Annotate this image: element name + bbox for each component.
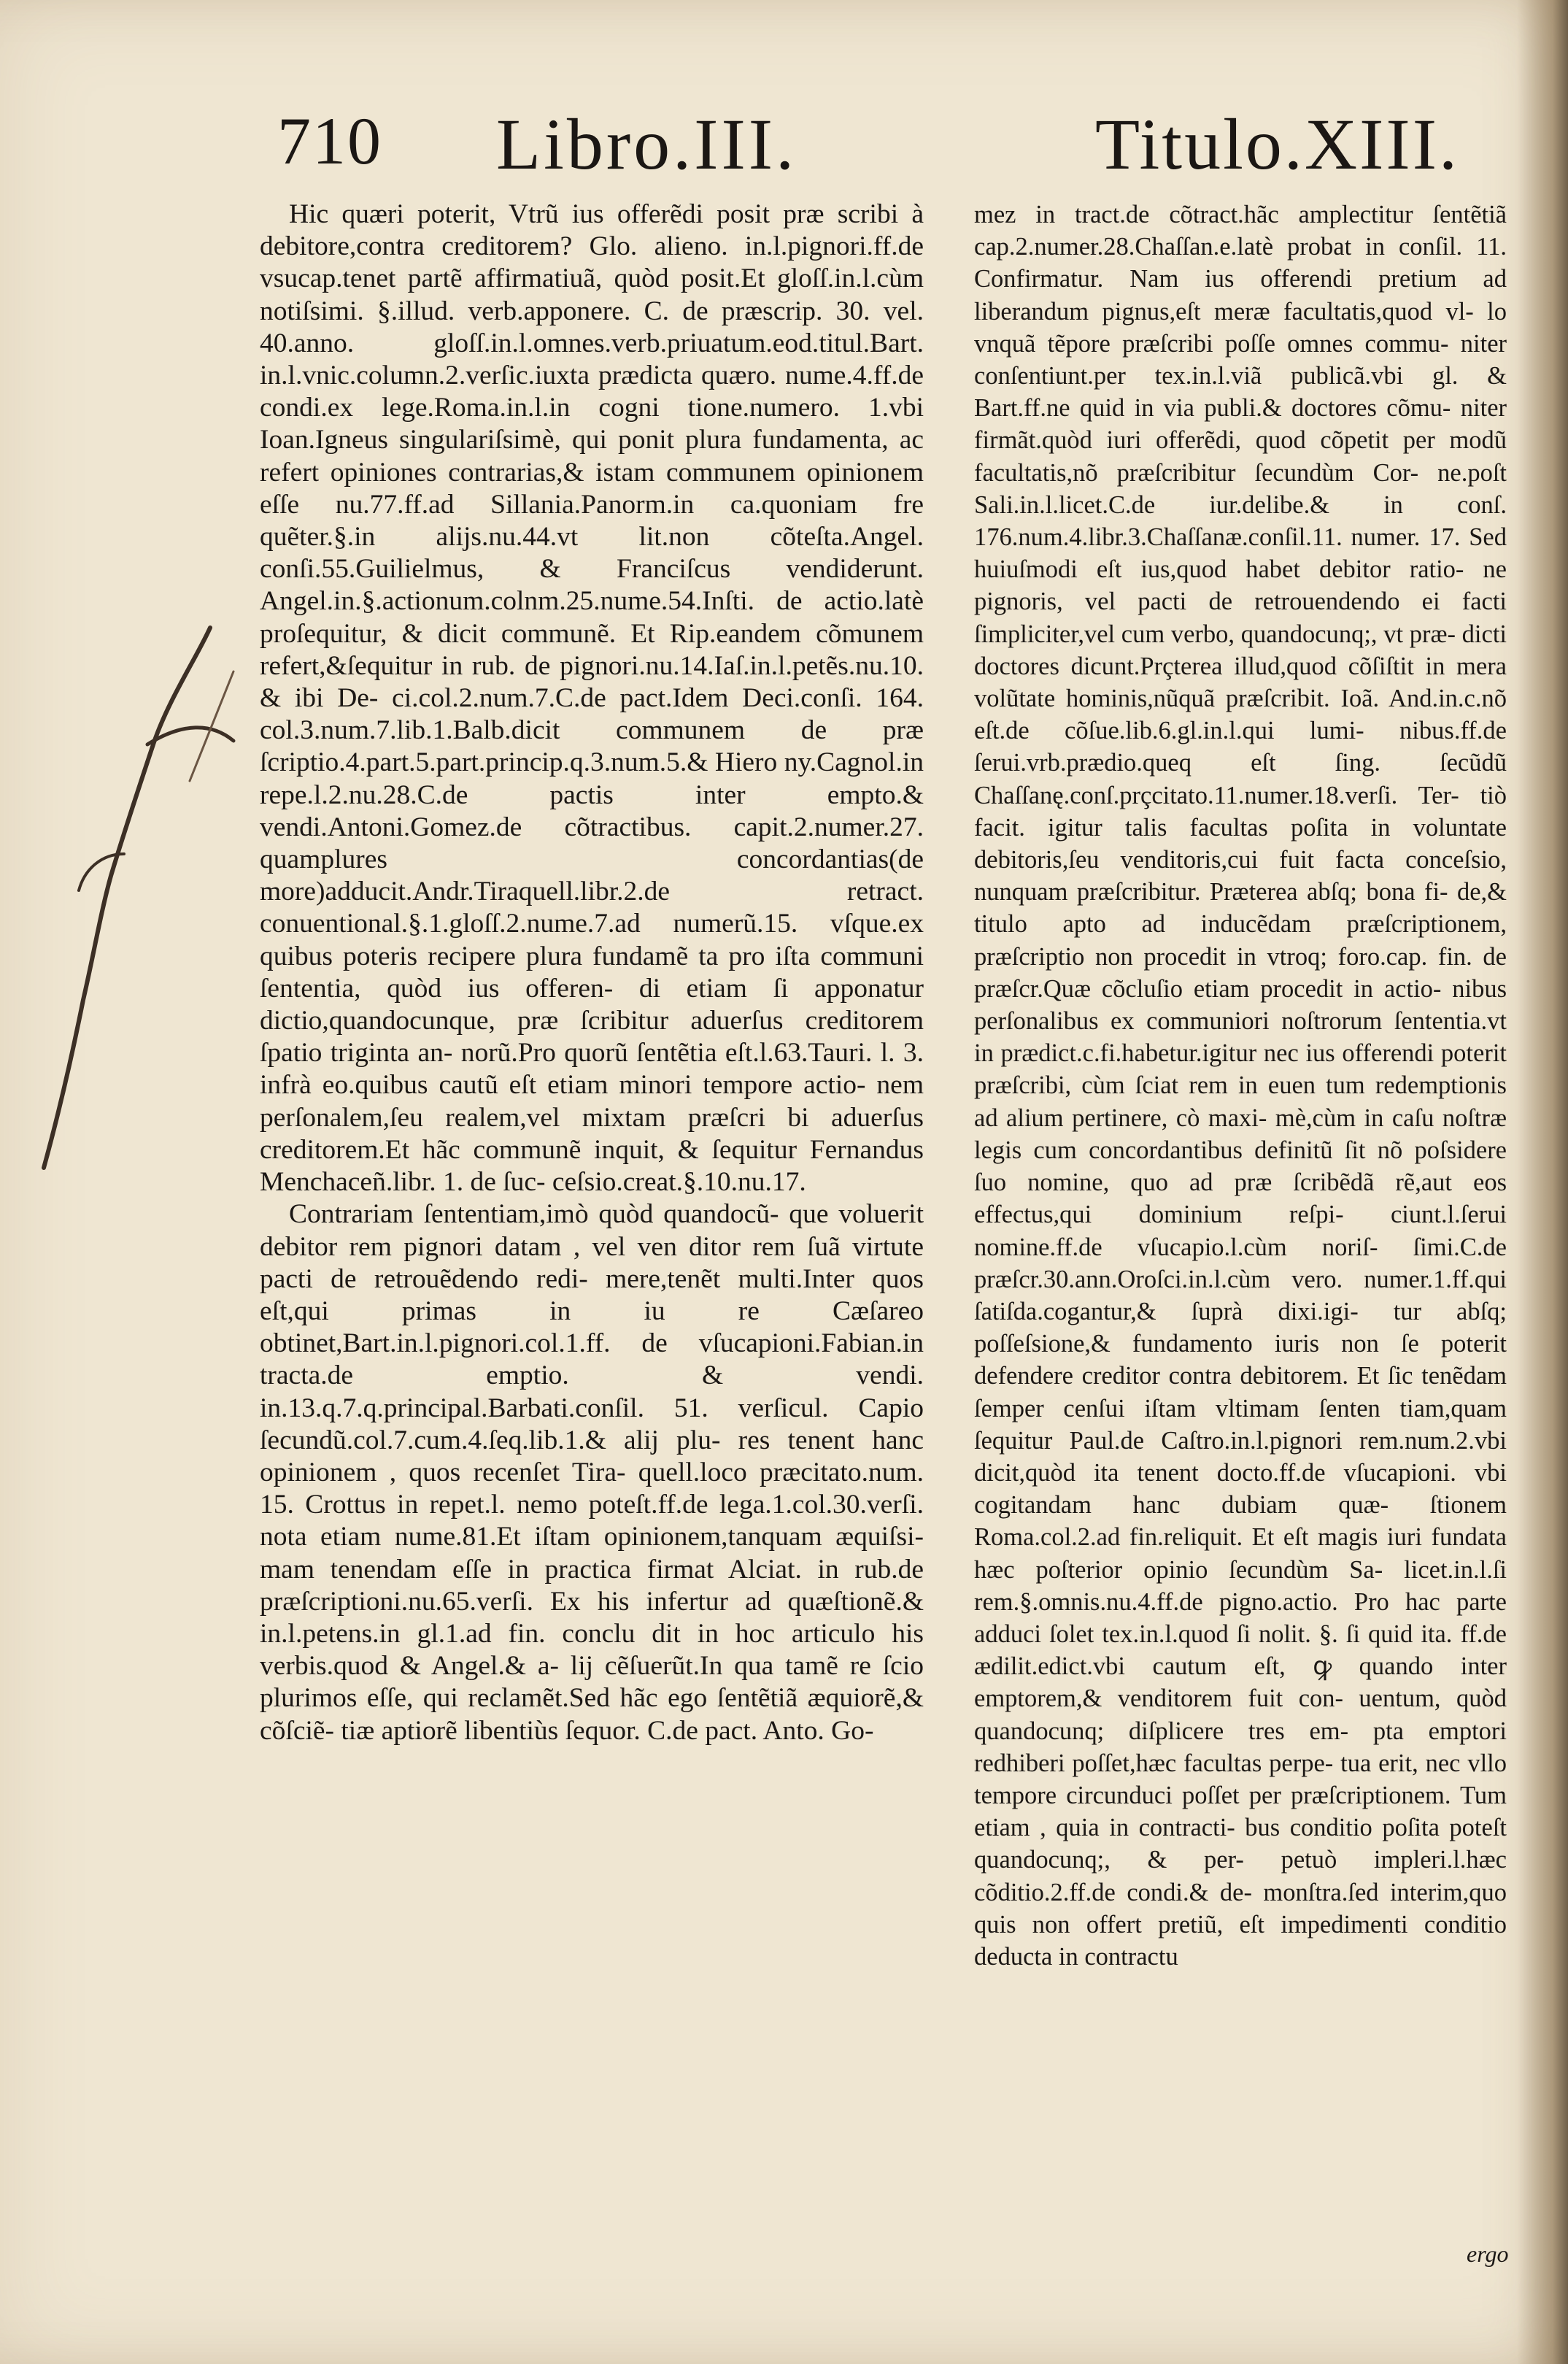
catchword: ergo — [1467, 2241, 1509, 2267]
left-text-column — [260, 199, 924, 2242]
book-heading: Libro.III. — [496, 104, 797, 185]
title-heading: Titulo.XIII. — [1094, 104, 1459, 185]
page-number: 710 — [277, 104, 382, 178]
paragraph: Hic quæri poterit, Vtrũ ius offerẽdi posit præ scribi à debitore,contra creditorem? Glo. alieno. in.l.pignori.ff.de vsucap.tenet partẽ affirmatiuã, quòd posit.Et gloſſ.in.l.cùm notiſsimi. §.illud. verb.apponere. C. de præscrip. 30. vel. 40.anno. gloſſ.in.l.omnes.verb.priuatum.eod.titul.Bart. in.l.vnic.column.2.verſic.iuxta prædicta quæro. nume.4.ff.de condi.ex lege.Roma.in.l.in cogni tione.numero. 1.vbi Ioan.Igneus singulariſsimè, qui ponit plura fundamenta, ac refert opiniones contrarias,& istam communem opinionem eſſe nu.77.ff.ad Sillania.Panorm.in ca.quoniam fre quẽter.§.in alijs.nu.44.vt lit.non cõteſta.Angel. conſi.55.Guilielmus, & Franciſcus vendiderunt. Angel.in.§.actionum.colnm.25.nume.54.Inſti. de actio.latè proſequitur, & dicit communẽ. Et Rip.eandem cõmunem refert,&ſequitur in rub. de pignori.nu.14.Iaſ.in.l.petẽs.nu.10. & ibi De- ci.col.2.num.7.C.de pact.Idem Deci.conſi. 164. col.3.num.7.lib.1.Balb.dicit communem de præ ſcriptio.4.part.5.part.princip.q.3.num.5.& Hiero ny.Cagnol.in repe.l.2.nu.28.C.de pactis inter empto.& vendi.Antoni.Gomez.de cõtractibus. capit.2.numer.27. quamplures concordantias(de more)adducit.Andr.Tiraquell.libr.2.de retract. conuentional.§.1.gloſſ.2.nume.7.ad numerũ.15. vſque.ex quibus poteris recipere plura fundamẽ ta pro iſta communi ſententia, quòd ius offeren- di etiam ſi apponatur dictio,quandocunque, præ ſcribitur aduerſus creditorem ſpatio triginta an- norũ.Pro quorũ ſentẽtia eſt.l.63.Tauri. l. 3. infrà eo.quibus cautũ eſt etiam minori tempore actio- nem perſonalem,ſeu realem,vel mixtam præſcri bi aduerſus creditorem.Et hãc communẽ inquit, & ſequitur Fernandus Menchaceñ.libr. 1. de ſuc- ceſsio.creat.§.10.nu.17. — [260, 199, 924, 1198]
page-gutter-shadow — [1517, 0, 1568, 2364]
handwritten-margin-mark — [15, 613, 255, 1182]
paragraph: mez in tract.de cõtract.hãc amplectitur ſentẽtiã cap.2.numer.28.Chaſſan.e.latè probat in conſil. 11. Confirmatur. Nam ius offerendi pretium ad liberandum pignus,eſt meræ facultatis,quod vl- lo vnquã tẽpore præſcribi poſſe omnes commu- niter conſentiunt.per tex.in.l.viã publicã.vbi gl. & Bart.ff.ne quid in via publi.& doctores cõmu- niter firmãt.quòd iuri offerẽdi, quod cõpetit per modũ facultatis,nõ præſcribitur ſecundùm Cor- ne.poſt Sali.in.l.licet.C.de iur.delibe.& in conſ. 176.num.4.libr.3.Chaſſanæ.conſil.11. numer. 17. Sed huiuſmodi eſt ius,quod habet debitor ratio- ne pignoris, vel pacti de retrouendendo ei facti ſimpliciter,vel cum verbo, quandocunq;, vt præ- dicti doctores dicunt.Prçterea illud,quod cõſiſtit in mera volũtate hominis,nũquã præſcribit. Ioã. And.in.c.nõ eſt.de cõſue.lib.6.gl.in.l.qui lumi- nibus.ff.de ſerui.vrb.prædio.queq eſt ſing. ſecũdũ Chaſſanę.conſ.prçcitato.11.numer.18.verſi. Ter- tiò facit. igitur talis facultas poſita in voluntate debitoris,ſeu venditoris,cui fuit facta conceſsio, nunquam præſcribitur. Præterea abſq; bona fi- de,& titulo apto ad inducẽdam præſcriptionem, præſcriptio non procedit in vtroq; foro.cap. fin. de præſcr.Quæ cõcluſio etiam procedit in actio- nibus perſonalibus ex communiori noſtrorum ſententia.vt in prædict.c.fi.habetur.igitur nec ius offerendi poterit præſcribi, cùm ſciat rem in euen tum redemptionis ad alium pertinere, cò maxi- mè,cùm in caſu noſtræ legis cum concordantibus definitũ ſit nõ poſsidere ſuo nomine, quo ad præ ſcribẽdã rẽ,aut eos effectus,qui dominium reſpi- ciunt.l.ſerui nomine.ff.de vſucapio.l.cùm noriſ- ſimi.C.de præſcr.30.ann.Oroſci.in.l.cùm vero. numer.1.ff.qui ſatiſda.cogantur,& ſuprà dixi.igi- tur abſq; poſſeſsione,& fundamento iuris non ſe poterit defendere creditor contra debitorem. Et ſic tenẽdam ſemper cenſui iſtam vltimam ſenten tiam,quam ſequitur Paul.de Caſtro.in.l.pignori rem.num.2.vbi dicit,quòd ita tenent docto.ff.de vſucapioni. vbi cogitandam hanc dubiam quæ- ſtionem Roma.col.2.ad fin.reliquit. Et eſt magis iuri fundata hæc poſterior opinio ſecundùm Sa- licet.in.l.ſi rem.§.omnis.nu.4.ff.de pigno.actio. Pro hac parte adduci ſolet tex.in.l.quod ſi nolit. §. ſi quid ita. ff.de ædilit.edict.vbi cautum eſt, ꝙ quando inter emptorem,& venditorem fuit con- uentum, quòd quandocunq; diſplicere tres em- pta emptori redhiberi poſſet,hæc facultas perpe- tua erit, nec vllo tempore circunduci poſſet per præſcriptionem. Tum etiam , quia in contracti- bus conditio poſita poteſt quandocunq;, & per- petuò impleri.l.hæc cõditio.2.ff.de condi.& de- monſtra.ſed interim,quo quis non offert pretiũ, eſt impedimenti conditio deducta in contractu — [974, 201, 1507, 1971]
paragraph: Contrariam ſententiam,imò quòd quandocũ- que voluerit debitor rem pignori datam , vel ven ditor rem ſuã virtute pacti de retrouẽdendo redi- mere,tenẽt multi.Inter quos eſt,qui primas in iu re Cæſareo obtinet,Bart.in.l.pignori.col.1.ff. de vſucapioni.Fabian.in tracta.de emptio. & vendi. in.13.q.7.q.principal.Barbati.conſil. 51. verſicul. Capio ſecundũ.col.7.cum.4.ſeq.lib.1.& alij plu- res tenent hanc opinionem , quos recenſet Tira- quell.loco præcitato.num. 15. Crottus in repet.l. nemo poteſt.ff.de lega.1.col.30.verſi. nota etiam nume.81.Et iſtam opinionem,tanquam æquiſsi- mam tenendam eſſe in practica firmat Alciat. in rub.de præſcriptioni.nu.65.verſi. Ex his infertur ad quæſtionẽ.& in.l.petens.in gl.1.ad fin. conclu dit in hoc articulo his verbis.quod & Angel.& a- lij cẽſuerũt.In qua tamẽ re ſcio plurimos eſſe, qui reclamẽt.Sed hãc ego ſentẽtiã æquiorẽ,& cõſciẽ- tiæ aptiorẽ libentiùs ſequor. C.de pact. Anto. Go- — [260, 1199, 924, 1746]
running-header — [277, 102, 1459, 190]
right-text-column — [974, 199, 1507, 2242]
